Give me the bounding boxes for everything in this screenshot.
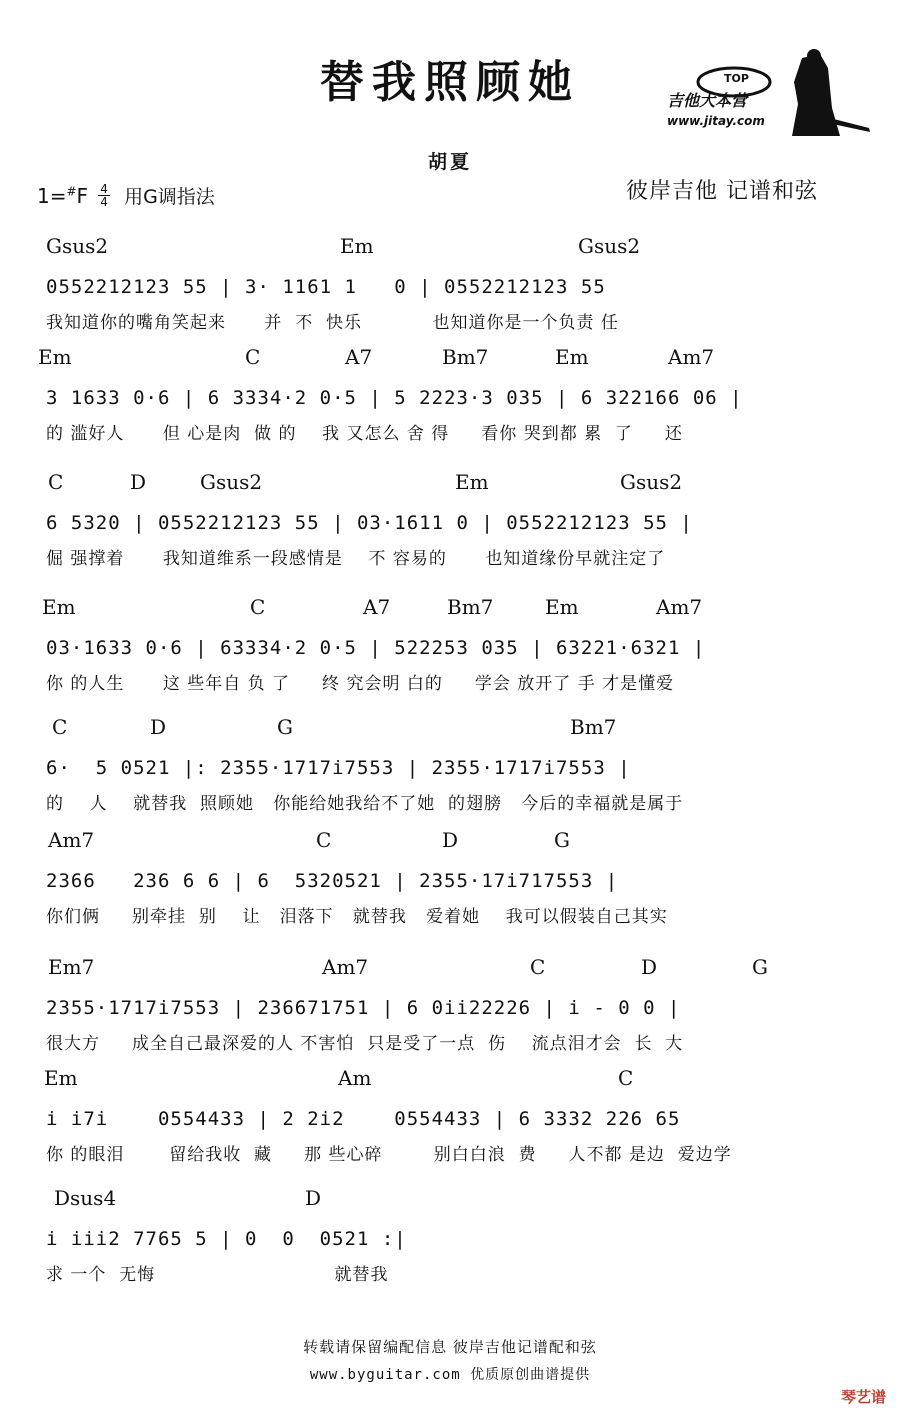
lyrics-line: 我知道你的嘴角笑起来 并 不 快乐 也知道你是一个负责 任 [46,313,619,333]
lyrics-line: 的 人 就替我 照顾她 你能给她我给不了她 的翅膀 今后的幸福就是属于 [46,794,684,814]
notation-line: i i7i 0554433 | 2 2i2 0554433 | 6 3332 226 65 [46,1108,681,1130]
chord-symbol: D [305,1186,322,1210]
lyrics-line: 你 的人生 这 些年自 负 了 终 究会明 白的 学会 放开了 手 才是懂爱 [46,674,675,694]
notation-line: 3 1633 0·6 | 6 3334·2 0·5 | 5 2223·3 035 | 6 322166 06 | [46,387,743,409]
chord-symbol: Em [545,595,579,619]
artist-name: 胡夏 [427,151,472,173]
notation-line: 2366 236 6 6 | 6 5320521 | 2355·17i717553 | [46,870,619,892]
chord-symbol: G [554,828,570,852]
chord-symbol: Bm7 [442,345,489,369]
chord-symbol: Am7 [48,828,95,852]
chord-symbol: Gsus2 [46,234,109,258]
chord-symbol: G [277,715,293,739]
chord-symbol: Am7 [322,955,369,979]
chord-symbol: Dsus4 [54,1186,117,1210]
chord-symbol: C [530,955,546,979]
jitay-logo [664,48,874,140]
chord-symbol: A7 [345,345,373,369]
notation-line: 2355·1717i7553 | 236671751 | 6 0ii22226 | i - 0 0 | [46,997,681,1019]
chord-symbol: Bm7 [447,595,494,619]
chord-symbol: Am7 [656,595,703,619]
chord-symbol: Em [455,470,489,494]
chord-symbol: Em [42,595,76,619]
chord-symbol: Gsus2 [200,470,263,494]
notation-line: 6· 5 0521 |: 2355·1717i7553 | 2355·1717i7553 | [46,757,631,779]
chord-symbol: Am [338,1066,372,1090]
chord-symbol: D [130,470,147,494]
chord-symbol: Gsus2 [578,234,641,258]
lyrics-line: 很大方 成全自己最深爱的人 不害怕 只是受了一点 伤 流点泪才会 长 大 [46,1034,684,1054]
lyrics-line: 的 滥好人 但 心是肉 做 的 我 又怎么 舍 得 看你 哭到都 累 了 还 [46,424,683,444]
chord-symbol: C [250,595,266,619]
logo-url: www.jitay.com [667,114,765,128]
chord-symbol: D [150,715,167,739]
key-signature [37,182,215,209]
chord-symbol: Gsus2 [620,470,683,494]
chord-symbol: Em [44,1066,78,1090]
footer-copyright: 转载请保留编配信息 彼岸吉他记谱配和弦 [303,1338,597,1356]
logo-badge: TOP [724,72,749,85]
arranger-credit: 彼岸吉他 记谱和弦 [626,179,818,204]
chord-symbol: Em7 [48,955,95,979]
song-title: 替我照顾她 [320,57,580,108]
notation-line: 0552212123 55 | 3· 1161 1 0 | 0552212123 55 [46,276,606,298]
footer-website: www.byguitar.com 优质原创曲谱提供 [309,1367,591,1383]
chord-symbol: G [752,955,768,979]
key-label: 1=#F [37,183,89,208]
chord-symbol: A7 [363,595,391,619]
chord-symbol: Bm7 [570,715,617,739]
chord-symbol: C [52,715,68,739]
chord-symbol: Em [340,234,374,258]
chord-symbol: D [442,828,459,852]
chord-symbol: C [618,1066,634,1090]
chord-symbol: C [48,470,64,494]
chord-symbol: C [316,828,332,852]
logo-name: 吉他大本营 [667,91,748,110]
lyrics-line: 你们俩 别牵挂 别 让 泪落下 就替我 爱着她 我可以假装自己其实 [46,907,668,927]
chord-symbol: C [245,345,261,369]
lyrics-line: 倔 强撑着 我知道维系一段感情是 不 容易的 也知道缘份早就注定了 [46,549,666,569]
time-signature: 4 4 [98,183,110,208]
chord-symbol: Em [555,345,589,369]
fingering-note: 用G调指法 [124,186,215,208]
notation-line: 03·1633 0·6 | 63334·2 0·5 | 522253 035 | 63221·6321 | [46,637,706,659]
lyrics-line: 求 一个 无悔 就替我 [46,1265,389,1285]
watermark-logo: 琴艺谱 [840,1388,886,1406]
chord-symbol: Em [38,345,72,369]
notation-line: i iii2 7765 5 | 0 0 0521 :| [46,1228,407,1250]
chord-symbol: D [641,955,658,979]
chord-symbol: Am7 [668,345,715,369]
notation-line: 6 5320 | 0552212123 55 | 03·1611 0 | 0552212123 55 | [46,512,693,534]
lyrics-line: 你 的眼泪 留给我收 藏 那 些心碎 别白白浪 费 人不都 是边 爱边学 [46,1145,732,1165]
